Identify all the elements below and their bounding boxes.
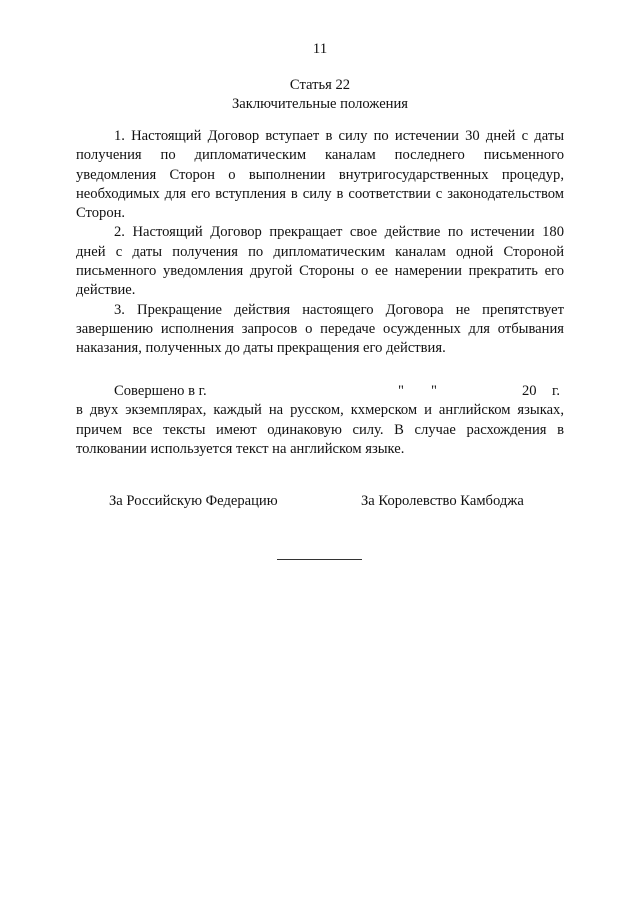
clause-1: 1. Настоящий Договор вступает в силу по истечении 30 дней с даты получения по дипломатическим каналам последнего письменного уведомления Сторон о выполнении внутригосударственных процедур, необходимых для его вступления в силу в соответствии с законодательством Сторон. [76, 128, 564, 222]
page-number: 11 [312, 41, 328, 57]
signature-block [0, 493, 640, 513]
quote-close: " [431, 383, 437, 399]
done-at-prefix: Совершено в г. [114, 383, 207, 399]
article-body [76, 127, 564, 359]
clause-3: 3. Прекращение действия настоящего Договора не препятствует завершению исполнения запросов о передаче осужденных для отбывания наказания, полученных до даты прекращения его действия. [76, 301, 564, 357]
closing-divider [277, 559, 362, 560]
year-number: 20 [522, 383, 537, 399]
year-suffix: г. [552, 383, 560, 399]
done-at-line [76, 382, 564, 401]
quote-open: " [398, 383, 404, 399]
article-heading [0, 76, 640, 114]
article-title: Заключительные положения [231, 96, 409, 112]
signature-russia: За Российскую Федерацию [109, 493, 278, 509]
signature-cambodia: За Королевство Камбоджа [361, 493, 524, 509]
done-at-text: в двух экземплярах, каждый на русском, кхмерском и английском языках, причем все тексты имеют одинаковую силу. В случае расхождения в толковании используется текст на английском языке. [76, 402, 564, 457]
clause-2: 2. Настоящий Договор прекращает свое действие по истечении 180 дней с даты получения по дипломатическим каналам одной Стороной письменного уведомления другой Стороны о ее намерении прекратить его действие. [76, 224, 564, 299]
done-at-block [76, 382, 564, 459]
article-number: Статья 22 [289, 77, 351, 93]
